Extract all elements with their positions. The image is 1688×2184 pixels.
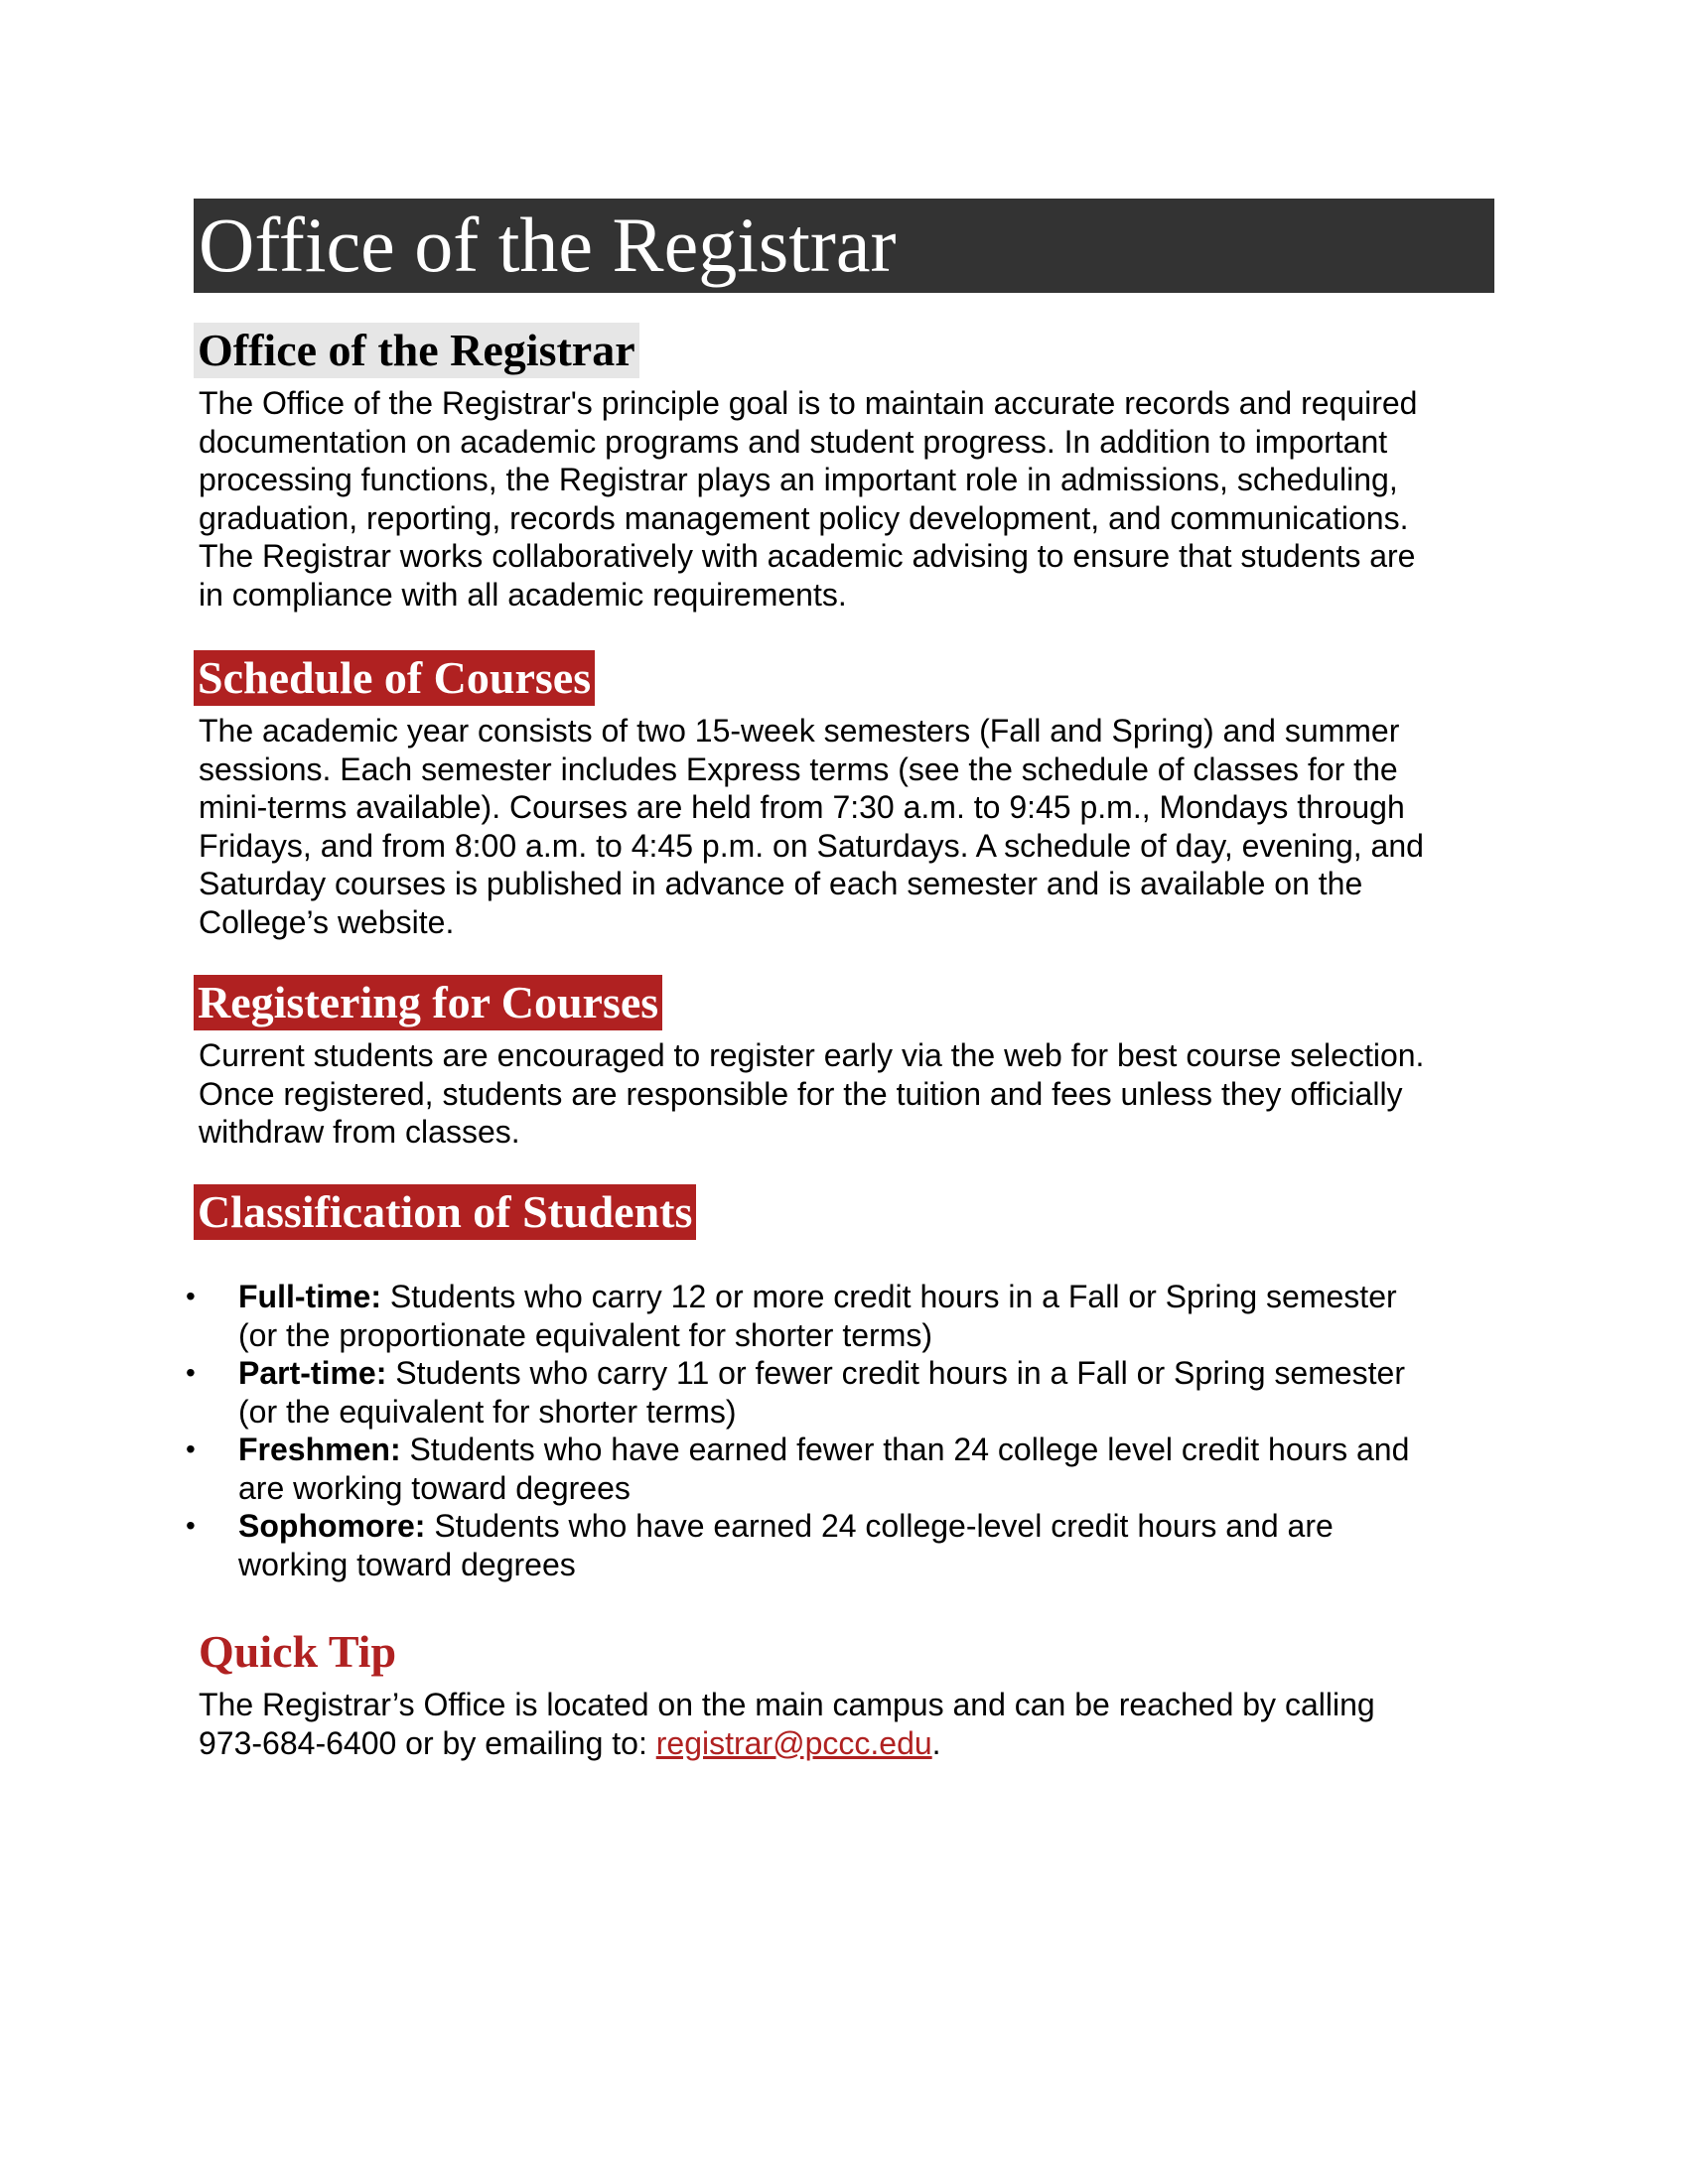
schedule-line: mini-terms available). Courses are held from 7:30 a.m. to 9:45 p.m., Mondays through [199,789,1405,825]
quick-tip-heading: Quick Tip [199,1626,397,1677]
list-item-term: Sophomore: [238,1508,426,1544]
schedule-line: The academic year consists of two 15-week semesters (Fall and Spring) and summer [199,713,1400,749]
document-page [186,199,1494,1761]
registering-heading: Registering for Courses [194,975,662,1030]
intro-line: The Office of the Registrar's principle goal is to maintain accurate records and required [199,385,1418,421]
list-item [186,1354,1409,1431]
quick-tip-phone-text: 973-684-6400 or by emailing to: [199,1724,656,1761]
schedule-line: Fridays, and from 8:00 a.m. to 4:45 p.m. on Saturdays. A schedule of day, evening, and [199,827,1424,864]
list-item [186,1507,1409,1583]
intro-paragraph [199,384,1489,614]
bullet-icon: • [186,1433,196,1464]
list-item-text: (or the equivalent for shorter terms) [238,1393,737,1430]
list-item-text: are working toward degrees [238,1469,631,1506]
section-intro [194,323,1489,614]
list-item-term: Freshmen: [238,1432,401,1467]
bullet-icon: • [186,1510,196,1541]
intro-line: processing functions, the Registrar plays an important role in admissions, scheduling, [199,462,1398,497]
section-classification [186,1184,1410,1583]
quick-tip-line: The Registrar’s Office is located on the main campus and can be reached by calling [199,1687,1375,1722]
registering-paragraph [199,1036,1489,1152]
registering-line: withdraw from classes. [199,1114,520,1150]
list-item [186,1431,1410,1507]
section-schedule [194,650,1489,941]
quick-tip-line [199,1724,1489,1763]
schedule-heading: Schedule of Courses [194,650,595,706]
list-item-text: Students who carry 12 or more credit hours in a Fall or Spring semester [380,1279,1397,1314]
intro-line: The Registrar works collaboratively with academic advising to ensure that students are [199,538,1416,574]
schedule-line: College’s website. [199,903,455,940]
intro-heading: Office of the Registrar [194,323,639,378]
quick-tip-period: . [931,1724,941,1761]
list-item-text: Students who carry 11 or fewer credit hours in a Fall or Spring semester [386,1355,1405,1391]
registering-line: Once registered, students are responsible for the tuition and fees unless they officially [199,1075,1403,1112]
classification-list [186,1278,1410,1583]
section-registering [194,975,1489,1152]
list-item-text: Students who have earned fewer than 24 college level credit hours and [400,1432,1410,1467]
schedule-line: sessions. Each semester includes Express terms (see the schedule of classes for the [199,751,1398,787]
bullet-icon: • [186,1281,196,1311]
schedule-paragraph [199,712,1489,941]
bullet-icon: • [186,1357,196,1388]
banner-title: Office of the Registrar [194,199,1494,293]
list-item-text: (or the proportionate equivalent for shorter terms) [238,1316,932,1353]
intro-line: graduation, reporting, records management policy development, and communications. [199,499,1409,536]
quick-tip-paragraph [199,1686,1489,1762]
intro-line: in compliance with all academic requirements. [199,576,847,613]
registering-line: Current students are encouraged to register early via the web for best course selection. [199,1037,1425,1073]
list-item-text: working toward degrees [238,1546,576,1582]
list-item-text: Students who have earned 24 college-level credit hours and are [425,1508,1334,1544]
schedule-line: Saturday courses is published in advance of each semester and is available on the [199,866,1363,901]
registrar-email-link[interactable]: registrar@pccc.edu [655,1724,932,1761]
section-quick-tip [194,1624,1489,1762]
list-item [186,1278,1409,1354]
classification-heading: Classification of Students [194,1184,696,1240]
list-item-term: Part-time: [238,1355,387,1391]
list-item-term: Full-time: [238,1279,381,1314]
intro-line: documentation on academic programs and student progress. In addition to important [199,423,1388,460]
